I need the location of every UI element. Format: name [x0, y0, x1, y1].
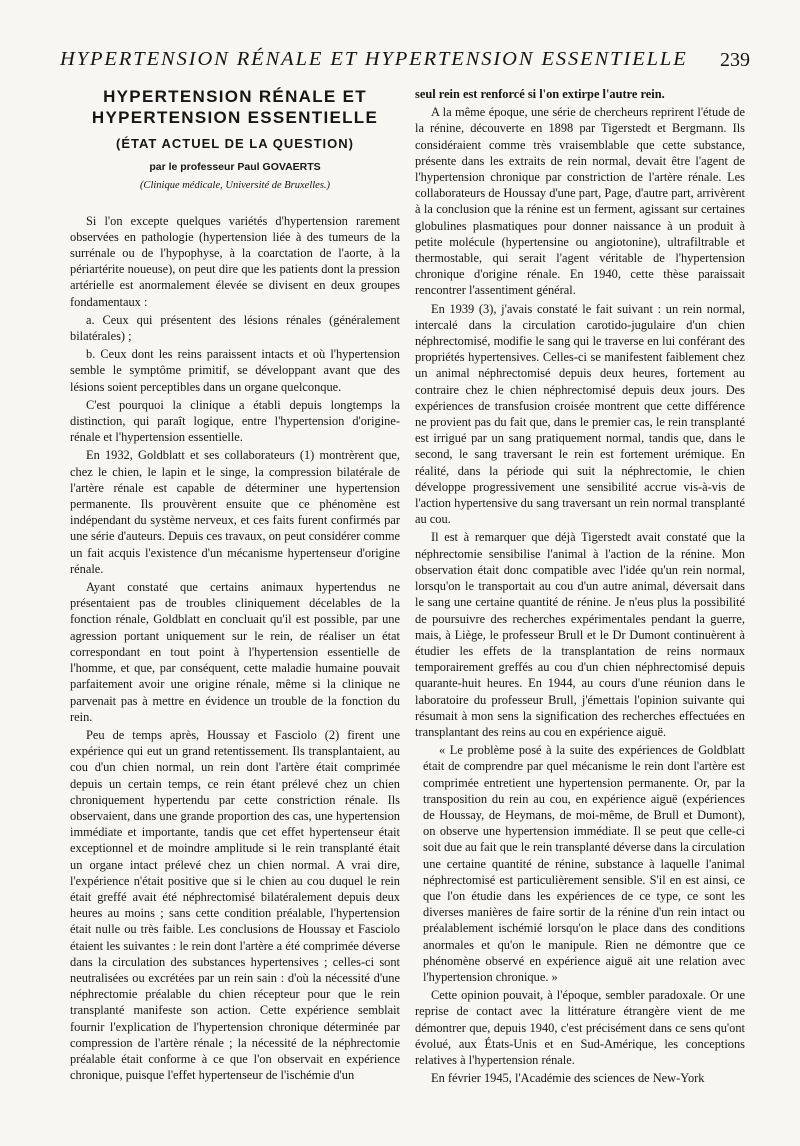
paragraph-goldblatt-conclusion: Ayant constaté que certains animaux hypertendus ne présentaient pas de troubles cliniquement décelables de la fonction rénale, Goldblatt en concluait qu'il est possible, par une agression portant uniquement sur le rein, de réaliser un état correspondant en tout point à l'hypertension essentielle de l'homme, et que, par conséquent, cette maladie humaine pouvait parfaitement avoir une origine rénale, même si la clinique ne parvenait pas à mettre en évidence un trouble de la fonction du rein. [70, 580, 400, 724]
article-title: HYPERTENSION RÉNALE ET HYPERTENSION ESSENTIELLE [91, 87, 379, 127]
paragraph-1939-observation: En 1939 (3), j'avais constaté le fait suivant : un rein normal, intercalé dans la circulation carotido-jugulaire d'un chien néphrectomisé, modifie le sang qui le traverse en lui conférant des propriétés hypertensives. Celles-ci se manifestent faiblement chez un animal néphrectomisé depuis deux heures, fortement au contraire chez le chien néphrectomisé depuis deux jours. Des expériences de transfusion croisée montrent que cette différence ne provient pas du fait que, dans le premier cas, le rein transplanté est irrigué par un sang pratiquement normal, tandis que, dans le second, le sang traversant le rein est fortement urémique. En réalité, dans la période qui suit la néphrectomie, le chien développe progressivement une sensibilité accrue vis-à-vis de l'action hypertensive du sang traversant un rein normal transplanté au cou. [415, 301, 745, 527]
paragraph-paradox: Cette opinion pouvait, à l'époque, sembler paradoxale. Or une reprise de contact avec la littérature étrangère vient de me démontrer que, depuis 1940, c'est précisément dans ce sens qu'ont évolué, aux États-Unis et en Sud-Amérique, les conceptions relatives à l'hypertension rénale. [415, 988, 745, 1067]
paragraph-goldblatt-1932: En 1932, Goldblatt et ses collaborateurs (1) montrèrent que, chez le chien, le lapin et le singe, la compression bilatérale de l'artère rénale est capable de déterminer une hypertension permanente. Ils prouvèrent ensuite que ce phénomène est indépendant du système nerveux, et ces faits furent confirmés par une série d'auteurs. Depuis ces travaux, on peut considérer comme un fait acquis l'existence d'un mécanisme hypertenseur d'origine rénale. [70, 448, 400, 576]
paragraph-group-a: a. Ceux qui présentent des lésions rénales (généralement bilatérales) ; [70, 312, 400, 344]
running-head [60, 48, 750, 76]
author-byline: par le professeur Paul GOVAERTS [149, 161, 321, 174]
right-column [415, 86, 745, 1088]
paragraph-renine: A la même époque, une série de chercheurs reprirent l'étude de la rénine, découverte en 1898 par Tigerstedt et Bergmann. Ils considéraient comme très vraisemblable que cette substance, présente dans les extraits de rein normal, devait être l'agent de l'hypertension chronique par constriction de l'artère rénale. Les collaborateurs de Houssay d'une part, Page, d'autre part, arrivèrent à la conclusion que la rénine est un ferment, agissant sur certaines globulines plasmatiques pour donner naissance à un produit à petite molécule (hypertensine ou angiotonine), ultrafiltrable et thermostable, qui serait l'agent véritable de l'hypertension chronique d'origine rénale. En 1940, cette thèse paraissait rencontrer l'assentiment général. [415, 105, 745, 298]
paragraph-houssay-fasciolo: Peu de temps après, Houssay et Fasciolo (2) firent une expérience qui eut un grand retentissement. Ils transplantaient, au cou d'un chien normal, un rein dont l'artère était comprimée depuis un certain temps, ce rein étant prélevé chez un chien chroniquement hypertendu par cette constriction rénale. Ils observaient, dans une grande proportion des cas, une hypertension immédiate et importante, tandis que cet effet hypertenseur était exceptionnel et de moindre amplitude si le rein transplanté était un organe intact prélevé chez un chien normal. A vrai dire, l'expérience n'était positive que si le chien au cou duquel le rein était greffé avait été néphrectomisé bilatéralement depuis deux heures au moins ; sans cette condition préalable, l'hypertension était nulle ou très faible. Les conclusions de Houssay et Fasciolo étaient les suivantes : le rein dont l'artère a été comprimée déverse dans la circulation des substances hypertensives ; celles-ci sont neutralisées ou excrétées par un rein sain : d'où la nécessité d'une néphrectomie préalable du chien récepteur pour que le rein transplanté manifeste son action. Cette expérience semblait fournir l'explication de l'hypertension chronique déterminée par compression de l'artère rénale ; la nécessité de la néphrectomie préalable était conforme à ce que l'on observait en expérience chronique, puisque l'effet hypertenseur de l'ischémie d'un [70, 727, 400, 1083]
paragraph-new-york: En février 1945, l'Académie des sciences de New-York [431, 1071, 705, 1086]
author-affiliation: (Clinique médicale, Université de Bruxelles.) [139, 180, 331, 192]
left-column [70, 86, 400, 1085]
paragraph-continuation: seul rein est renforcé si l'on extirpe l'autre rein. [415, 87, 665, 101]
running-title: HYPERTENSION RÉNALE ET HYPERTENSION ESSENTIELLE [60, 48, 688, 70]
article-subtitle: (ÉTAT ACTUEL DE LA QUESTION) [116, 136, 354, 151]
paragraph-quotation: « Le problème posé à la suite des expériences de Goldblatt était de comprendre par quel mécanisme le rein dont l'artère est comprimée entretient une hypertension permanente. Or, par la transposition du rein au cou, en expérience aiguë (expériences de Houssay, de Heymans, de moi-même, de Brull et Dumont), on observe une hypertension immédiate. Il se peut que celle-ci soit due au fait que le rein transplanté déverse dans la circulation une certaine quantité de rénine, substance à laquelle l'animal néphrectomisé est particulièrement sensible. S'il en est ainsi, ce que l'on étudie dans les expériences de ce type, ce sont les diverses manières de faire sortir de la rénine d'un rein intact ou préalablement ischémié lorsqu'on le place dans des conditions anormales et qu'on le manipule. Rien ne démontre que ce phénomène observé en expérience aiguë ait une relation avec l'hypertension chronique. » [423, 743, 745, 984]
paragraph-intro: Si l'on excepte quelques variétés d'hypertension rarement observées en pathologie (hypertension liée à des tumeurs de la surrénale ou de l'hypophyse, à la coarctation de l'aorte, à la périartérite noueuse), on peut dire que les patients dont la pression artérielle est anormalement élevée se divisent en deux groupes fondamentaux : [70, 213, 400, 309]
paragraph-group-b: b. Ceux dont les reins paraissent intacts et où l'hypertension semble le symptôme primitif, se développant avant que des lésions soient perceptibles dans un organe quelconque. [70, 347, 400, 394]
page-number: 239 [720, 49, 750, 71]
paragraph-tigerstedt: Il est à remarquer que déjà Tigerstedt avait constaté que la néphrectomie sensibilise l'animal à l'action de la rénine. Mon observation était donc compatible avec l'idée qu'un rein normal, lorsqu'on le transportait au cou d'un autre animal, déversait dans le sang une certaine quantité de rénine. Je n'eus plus la possibilité de poursuivre des recherches expérimentales pendant la guerre, mais, à Liège, le professeur Brull et le Dr Dumont continuèrent à étudier les effets de la transplantation de reins normaux temporairement greffés au cou d'un chien néphrectomisé depuis quarante-huit heures. En 1944, au cours d'une réunion dans le laboratoire du professeur Brull, j'émettais l'opinion suivante qui résumait à mon sens la signification des recherches effectuées en transplantant des reins au cou en expérience aiguë. [415, 530, 745, 739]
paragraph-distinction: C'est pourquoi la clinique a établi depuis longtemps la distinction, qui paraît logique, entre l'hypertension d'origine-rénale et l'hypertension essentielle. [70, 397, 400, 445]
